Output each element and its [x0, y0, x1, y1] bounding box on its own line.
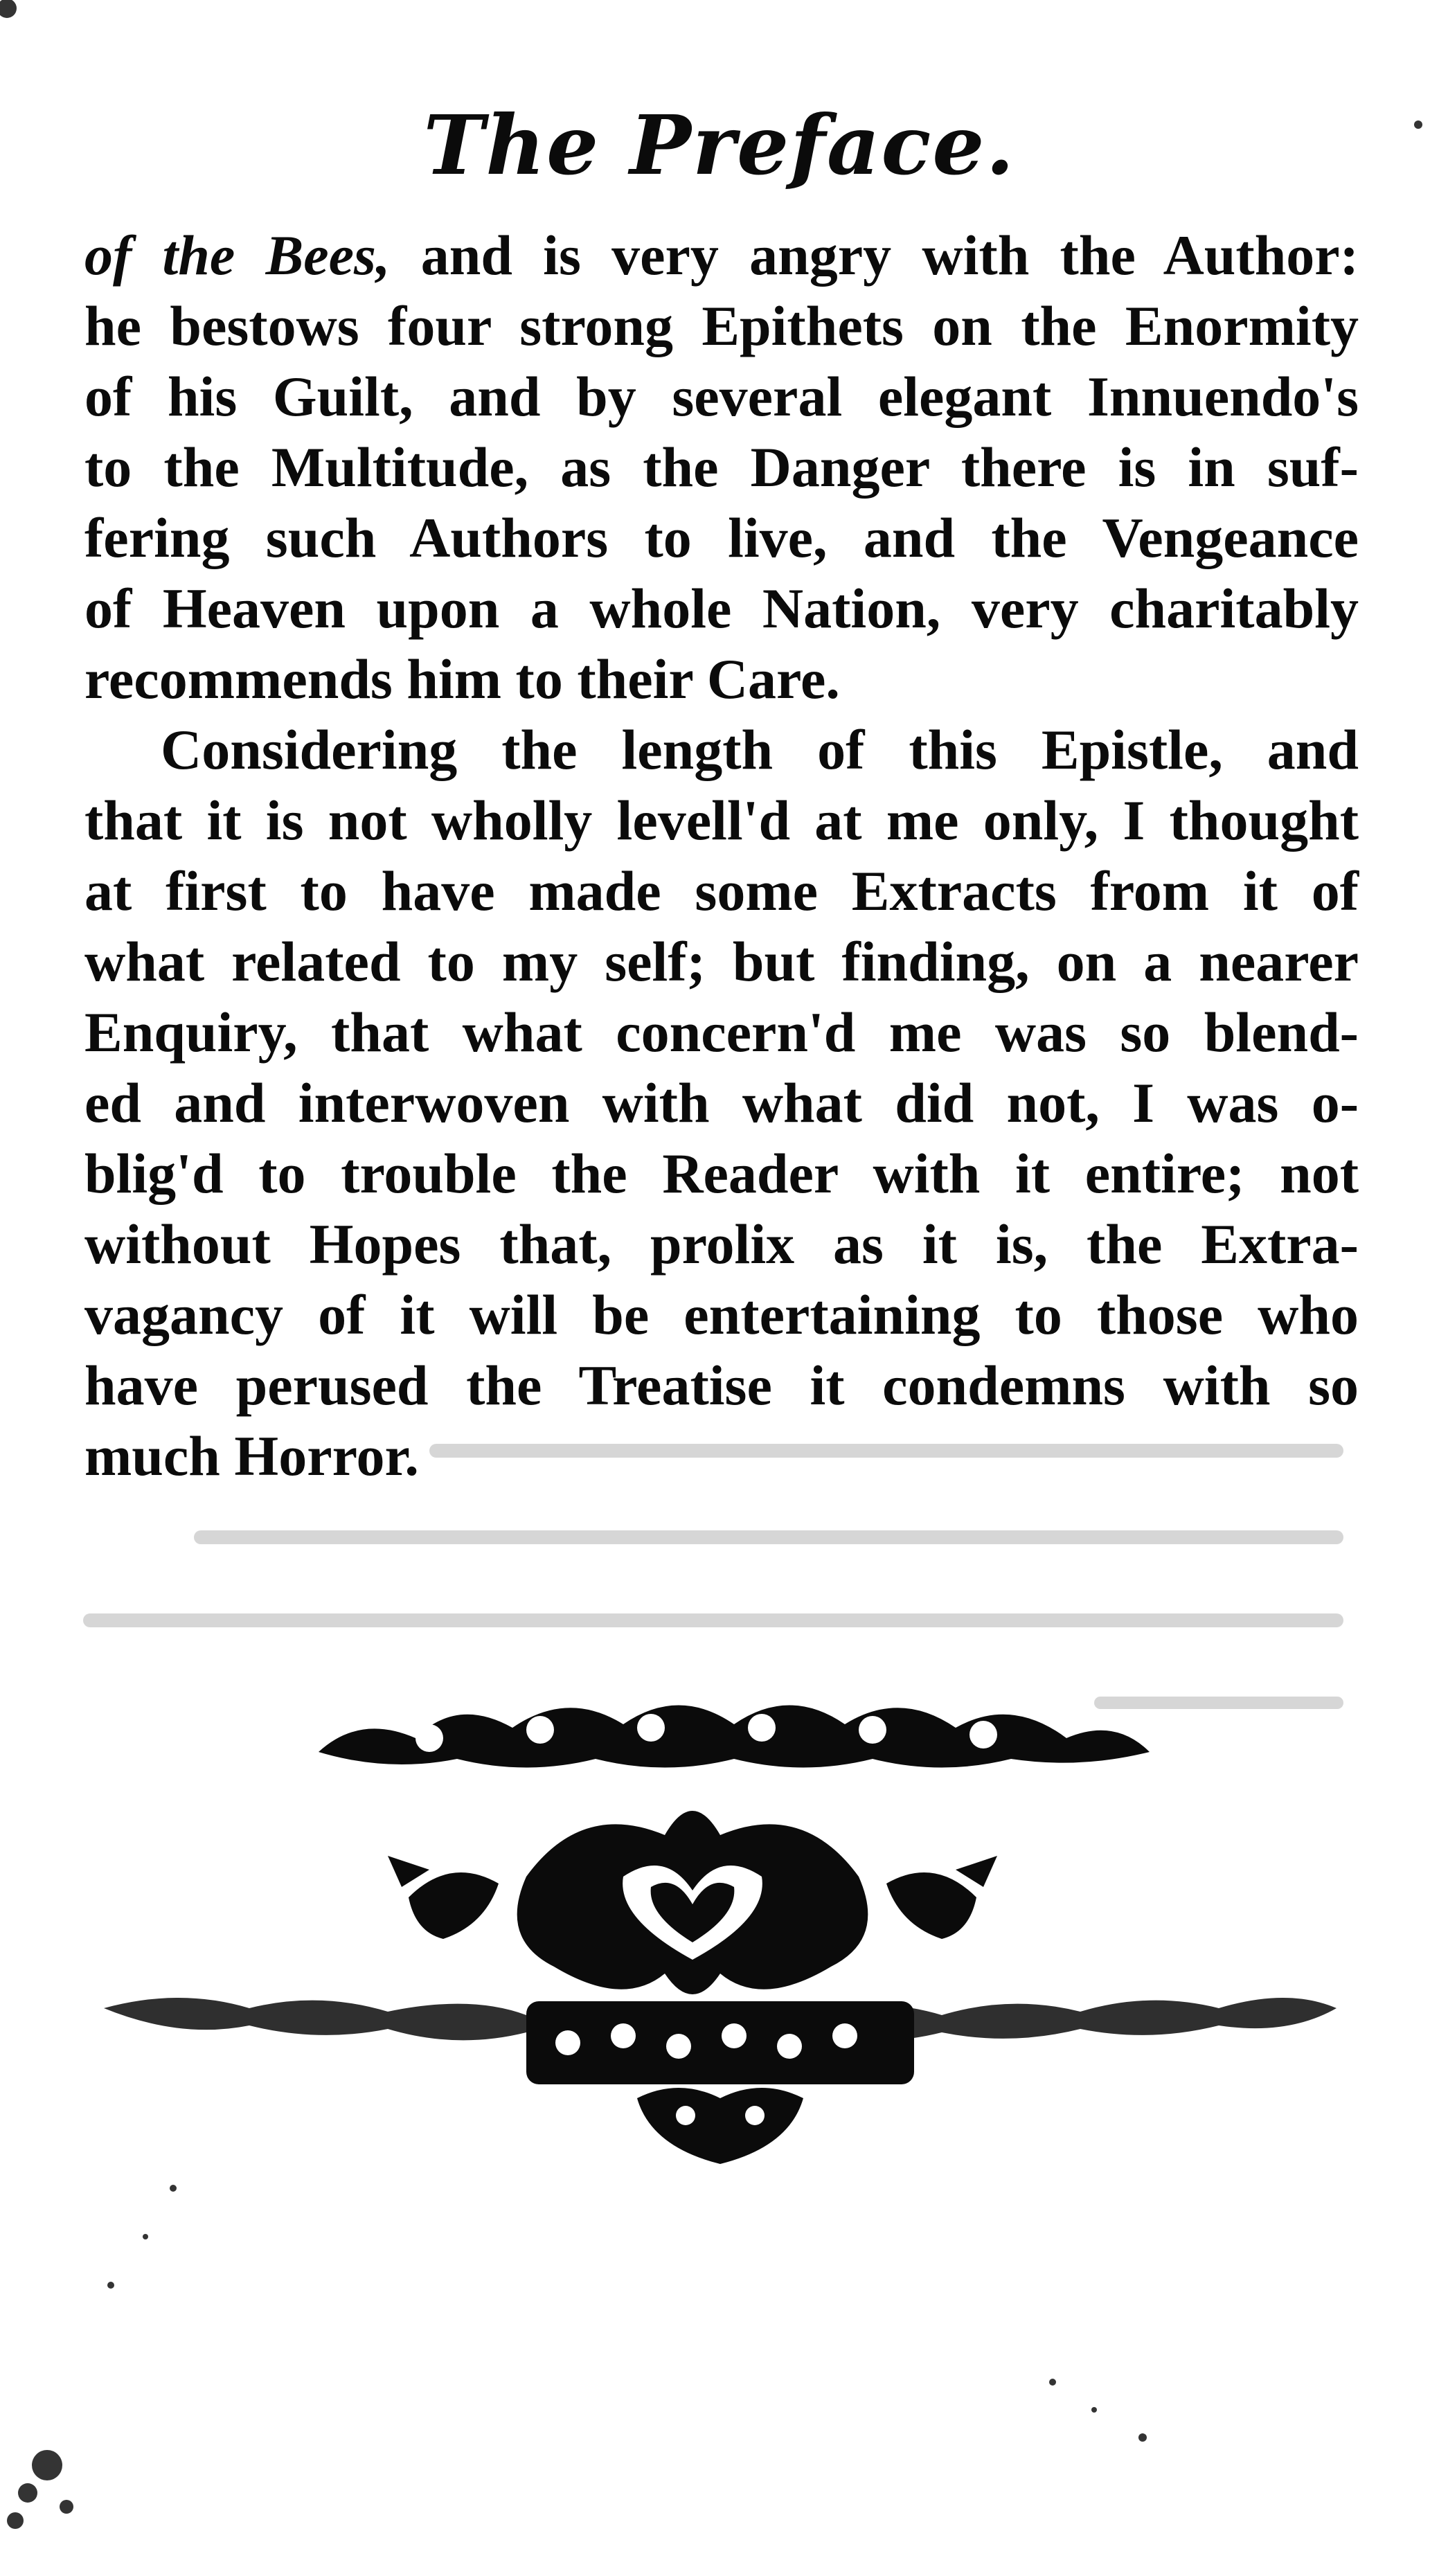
text-line: without Hopes that, prolix as it is, the Extra- [84, 1213, 1359, 1276]
text-line: have perused the Treatise it condemns with so [84, 1354, 1359, 1417]
text-line: blig'd to trouble the Reader with it entire; not [84, 1142, 1359, 1205]
text-line: recommends him to their Care. [84, 647, 840, 710]
text-line: much Horror. [84, 1424, 419, 1487]
text-line: he bestows four strong Epithets on the Enormity [84, 294, 1359, 357]
ornament-graphic [0, 1648, 1439, 2202]
text-line: what related to my self; but finding, on a nearer [84, 930, 1359, 993]
italic-lead: of the Bees, [84, 224, 391, 287]
text-line: of Heaven upon a whole Nation, very charitably [84, 577, 1359, 640]
text-line: fering such Authors to live, and the Vengeance [84, 506, 1359, 569]
text-line: ed and interwoven with what did not, I was o- [84, 1071, 1359, 1134]
running-head-title: The Preface. [423, 97, 1016, 193]
text-line: Enquiry, that what concern'd me was so blend- [84, 1001, 1359, 1064]
text-line: vagancy of it will be entertaining to those who [84, 1283, 1359, 1346]
text-line: to the Multitude, as the Danger there is in suf- [84, 436, 1359, 499]
text-line: of the Bees, and is very angry with the Author: [84, 224, 1359, 287]
tailpiece-ornament [0, 1648, 1439, 2202]
text-line: that it is not wholly levell'd at me only, I thought [84, 789, 1359, 852]
text-line: Considering the length of this Epistle, and [161, 718, 1359, 781]
body-text [84, 220, 1359, 1492]
text-line: at first to have made some Extracts from it of [84, 859, 1359, 922]
text-line: of his Guilt, and by several elegant Innuendo's [84, 365, 1359, 428]
